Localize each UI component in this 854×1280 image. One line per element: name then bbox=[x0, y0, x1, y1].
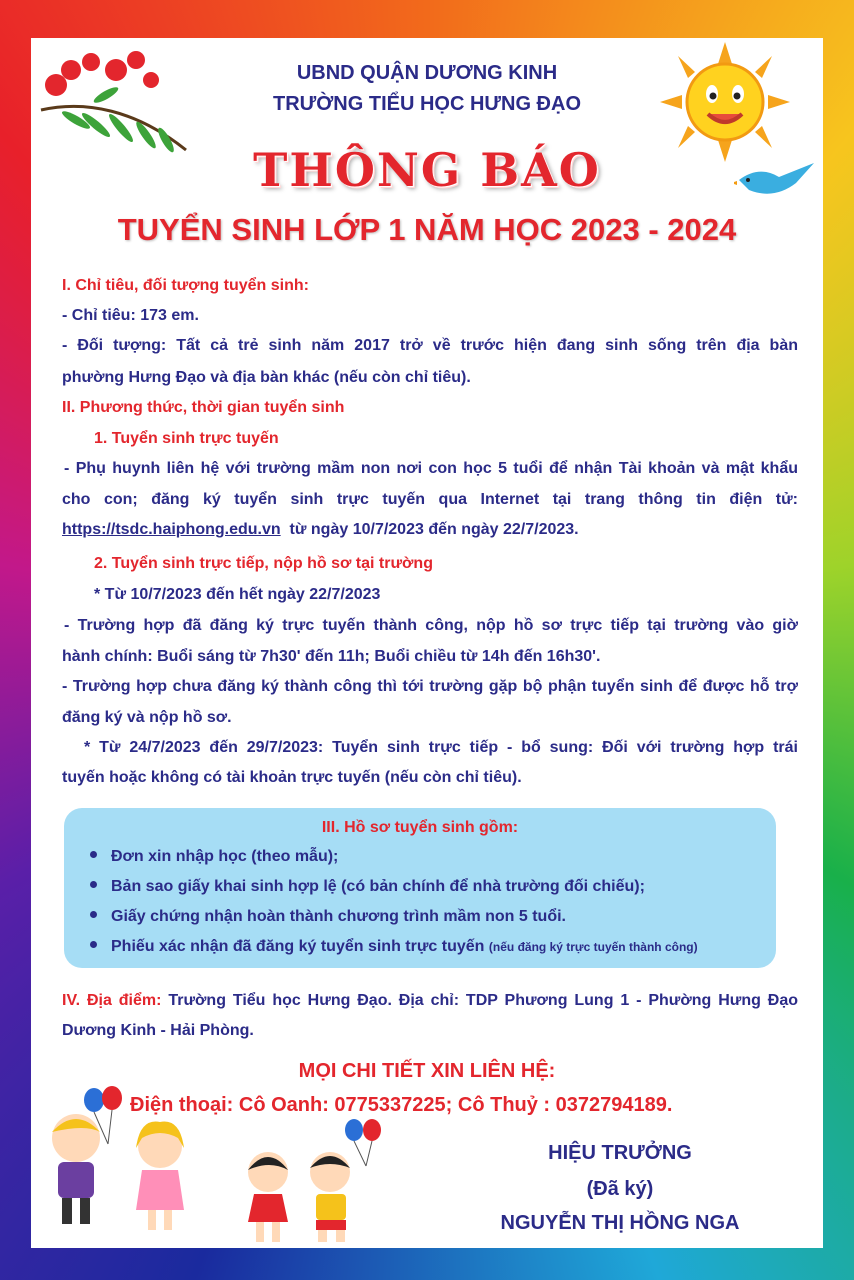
documents-box bbox=[64, 808, 776, 968]
document-item: Đơn xin nhập học (theo mẫu); bbox=[90, 848, 338, 866]
signature-status: (Đã ký) bbox=[586, 1178, 654, 1200]
org-school: TRƯỜNG TIỂU HỌC HƯNG ĐẠO bbox=[272, 93, 582, 115]
section2-heading: II. Phương thức, thời gian tuyển sinh bbox=[62, 399, 345, 416]
quota-line: - Chỉ tiêu: 173 em. bbox=[62, 307, 199, 324]
target-line-1: - Đối tượng: Tất cả trẻ sinh năm 2017 trở về trước hiện đang sinh sống trên địa bàn bbox=[62, 337, 798, 354]
direct-line-1: - Trường hợp đã đăng ký trực tuyến thành công, nộp hồ sơ trực tiếp tại trường vào giờ bbox=[64, 617, 798, 634]
document-item: Giấy chứng nhận hoàn thành chương trình mầm non 5 tuổi. bbox=[90, 908, 566, 926]
online-line-1: - Phụ huynh liên hệ với trường mầm non nơi con học 5 tuổi để nhận Tài khoản và mật khẩu bbox=[64, 460, 798, 477]
document-item: Phiếu xác nhận đã đăng ký tuyển sinh trực tuyến (nếu đăng ký trực tuyến thành công) bbox=[90, 938, 698, 956]
documents-heading: III. Hồ sơ tuyển sinh gồm: bbox=[321, 819, 519, 836]
org-district: UBND QUẬN DƯƠNG KINH bbox=[296, 62, 558, 84]
direct-line-2: hành chính: Buổi sáng từ 7h30' đến 11h; Buổi chiều từ 14h đến 16h30'. bbox=[62, 648, 601, 665]
bullet-icon bbox=[90, 881, 97, 888]
section1-heading: I. Chỉ tiêu, đối tượng tuyển sinh: bbox=[62, 277, 309, 294]
supplement-line-1: * Từ 24/7/2023 đến 29/7/2023: Tuyển sinh trực tiếp - bổ sung: Đối với trường hợp trái bbox=[84, 739, 798, 756]
online-dates: từ ngày 10/7/2023 đến ngày 22/7/2023. bbox=[289, 521, 579, 538]
children-running-icon bbox=[230, 1150, 380, 1245]
child-boy-icon bbox=[36, 1110, 116, 1230]
location-line-1 bbox=[62, 992, 798, 1010]
location-label: IV. Địa điểm: bbox=[62, 992, 162, 1009]
direct-heading: 2. Tuyển sinh trực tiếp, nộp hồ sơ tại trường bbox=[94, 555, 433, 572]
bullet-icon bbox=[90, 851, 97, 858]
direct-line-3: - Trường hợp chưa đăng ký thành công thì tới trường gặp bộ phận tuyển sinh để được hỗ trợ bbox=[62, 678, 798, 695]
location-text: Trường Tiểu học Hưng Đạo. Địa chỉ: TDP Phương Lung 1 - Phường Hưng Đạo bbox=[168, 992, 798, 1009]
direct-period: * Từ 10/7/2023 đến hết ngày 22/7/2023 bbox=[94, 586, 381, 603]
signature-name: NGUYỄN THỊ HỒNG NGA bbox=[500, 1212, 740, 1234]
contact-title: MỌI CHI TIẾT XIN LIÊN HỆ: bbox=[298, 1060, 556, 1082]
online-url-link[interactable]: https://tsdc.haiphong.edu.vn bbox=[62, 521, 281, 538]
child-girl-icon bbox=[120, 1118, 200, 1233]
target-line-2: phường Hưng Đạo và địa bàn khác (nếu còn chỉ tiêu). bbox=[62, 369, 471, 386]
bullet-icon bbox=[90, 911, 97, 918]
supplement-line-2: tuyến hoặc không có tài khoản trực tuyến (nếu còn chỉ tiêu). bbox=[62, 769, 522, 786]
online-url-line bbox=[62, 521, 798, 539]
document-item-note: (nếu đăng ký trực tuyến thành công) bbox=[488, 940, 698, 954]
direct-line-4: đăng ký và nộp hồ sơ. bbox=[62, 709, 232, 726]
document-item: Bản sao giấy khai sinh hợp lệ (có bản chính để nhà trường đối chiếu); bbox=[90, 878, 645, 896]
notice-subtitle: TUYỂN SINH LỚP 1 NĂM HỌC 2023 - 2024 bbox=[117, 212, 737, 247]
signature-role: HIỆU TRƯỞNG bbox=[548, 1142, 692, 1164]
contact-phone: Điện thoại: Cô Oanh: 0775337225; Cô Thuỷ : 0372794189. bbox=[130, 1094, 673, 1116]
bullet-icon bbox=[90, 941, 97, 948]
online-line-2: cho con; đăng ký tuyển sinh trực tuyến qua Internet tại trang thông tin điện tử: bbox=[62, 491, 798, 508]
location-line-2: Dương Kinh - Hải Phòng. bbox=[62, 1022, 254, 1039]
online-heading: 1. Tuyển sinh trực tuyến bbox=[94, 430, 279, 447]
notice-title: THÔNG BÁO bbox=[253, 143, 601, 197]
